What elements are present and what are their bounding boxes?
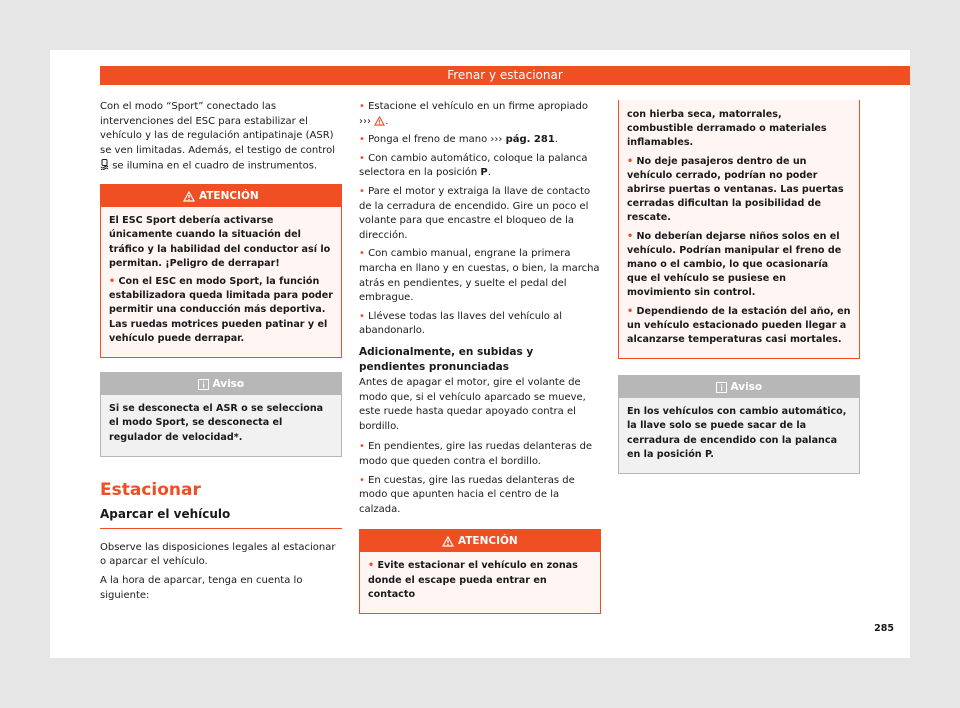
list-item: • Estacione el vehículo en un firme apropiado ››› . [359,101,588,127]
warning-box-header: ATENCIÓN [101,185,341,207]
warning-bullet: • No deberían dejarse niños solos en el vehículo. Podrían manipular el freno de mano o el cambio, lo que ocasionaría que el vehículo se pusiese en movimiento sin control. [627,230,842,299]
parking-paragraph-2: A la hora de aparcar, tenga en cuenta lo siguiente: [100,575,303,601]
manual-page [50,50,910,658]
slope-paragraph: Antes de apagar el motor, gire el volante de modo que, si el vehículo aparcado se mueve, este ruede hasta quedar apoyado contra el bordillo. [359,377,586,432]
list-item: • Ponga el freno de mano ››› pág. 281. [359,134,558,146]
warning-box-body: con hierba seca, matorrales, combustible derramado o materiales inflamables. • No deje pasajeros dentro de un vehículo cerrado, podrían no poder abrirse puertas o ventanas. Las puertas cerradas dificultan la posibilidad de rescate. • No deberían dejarse niños solos en el vehículo. Podrían manipular el freno de mano o el cambio, lo que ocasionaría que el vehículo se pusiese en movimiento sin control. • Dependiendo de la estación del año, en un vehículo estacionado pueden llegar a alcanzarse temperaturas casi mortales. [619,100,859,358]
list-item: • Pare el motor y extraiga la llave de contacto de la cerradura de encendido. Gire un poco el volante para que encastre el bloqueo de la dirección. [359,185,591,241]
page-header: Frenar y estacionar [100,66,910,85]
warning-box-header: ATENCIÓN [360,530,600,552]
list-item: • Llévese todas las llaves del vehículo al abandonarlo. [359,310,563,337]
section-title: Estacionar [100,479,201,500]
warning-bullet: • Dependiendo de la estación del año, en un vehículo estacionado pueden llegar a alcanzarse temperaturas casi mortales. [627,305,851,346]
warning-box-parking [359,529,601,614]
slope-heading: Adicionalmente, en subidas y pendientes pronunciadas [359,345,534,373]
note-box-asr [100,372,342,457]
list-item: • En pendientes, gire las ruedas delanteras de modo que queden contra el bordillo. [359,441,593,468]
column-1 [100,100,342,607]
column-2 [359,100,601,624]
note-box-header: Aviso [101,373,341,395]
note-box-header: Aviso [619,376,859,398]
info-icon [198,378,213,390]
warning-box-body: El ESC Sport debería activarse únicamente cuando la situación del tráfico y la habilidad del conductor así lo permitan. ¡Peligro de derrapar! • Con el ESC en modo Sport, la función estabilizadora queda limitada para poder permitir una conducción más deportiva. Las ruedas motrices pueden patinar y el vehículo puede derrapar. [101,207,341,357]
list-item: • En cuestas, gire las ruedas delanteras de modo que apunten hacia el centro de la calzada. [359,474,575,515]
intro-paragraph: Con el modo “Sport” conectado las intervenciones del ESC para estabilizar el vehículo y las de regulación antipatinaje (ASR) se ven limitadas. Además, el testigo de control se ilumina en el cuadro de instrumentos. [100,101,335,172]
list-item: • Con cambio manual, engrane la primera marcha en llano y en cuestas, o bien, la marcha atrás en pendientes, y suelte el pedal del embrague. [359,248,600,304]
warning-bullet: • Evite estacionar el vehículo en zonas donde el escape pueda entrar en contacto [368,560,578,600]
esc-warning-lamp-icon [100,158,109,173]
page-reference-link[interactable]: pág. 281 [505,134,555,146]
warning-triangle-icon[interactable] [374,116,385,127]
warning-box-esc [100,184,342,358]
warning-box-continued [618,100,860,359]
parking-paragraph-1: Observe las disposiciones legales al estacionar o aparcar el vehículo. [100,541,336,568]
warning-triangle-icon [183,190,199,202]
subsection-title: Aparcar el vehículo [100,507,342,529]
note-box-body: Si se desconecta el ASR o se selecciona el modo Sport, se desconecta el regulador de velocidad*. [101,395,341,456]
warning-triangle-icon [442,535,458,547]
warning-bullet: • No deje pasajeros dentro de un vehículo cerrado, podrían no poder abrirse puertas o ventanas. Las puertas cerradas dificultan la posibilidad de rescate. [627,155,844,224]
page-number: 285 [874,623,894,634]
warning-box-body [360,552,600,613]
note-box-automatic [618,375,860,474]
list-item: • Con cambio automático, coloque la palanca selectora en la posición P. [359,152,588,179]
info-icon [716,381,731,393]
warning-bullet: • Con el ESC en modo Sport, la función estabilizadora queda limitada para poder permitir una conducción más deportiva. Las ruedas motrices pueden patinar y el vehículo puede derrapar. [109,276,334,344]
note-box-body: En los vehículos con cambio automático, la llave solo se puede sacar de la cerradura de encendido con la palanca en la posición P. [619,398,859,473]
column-3 [618,100,860,484]
